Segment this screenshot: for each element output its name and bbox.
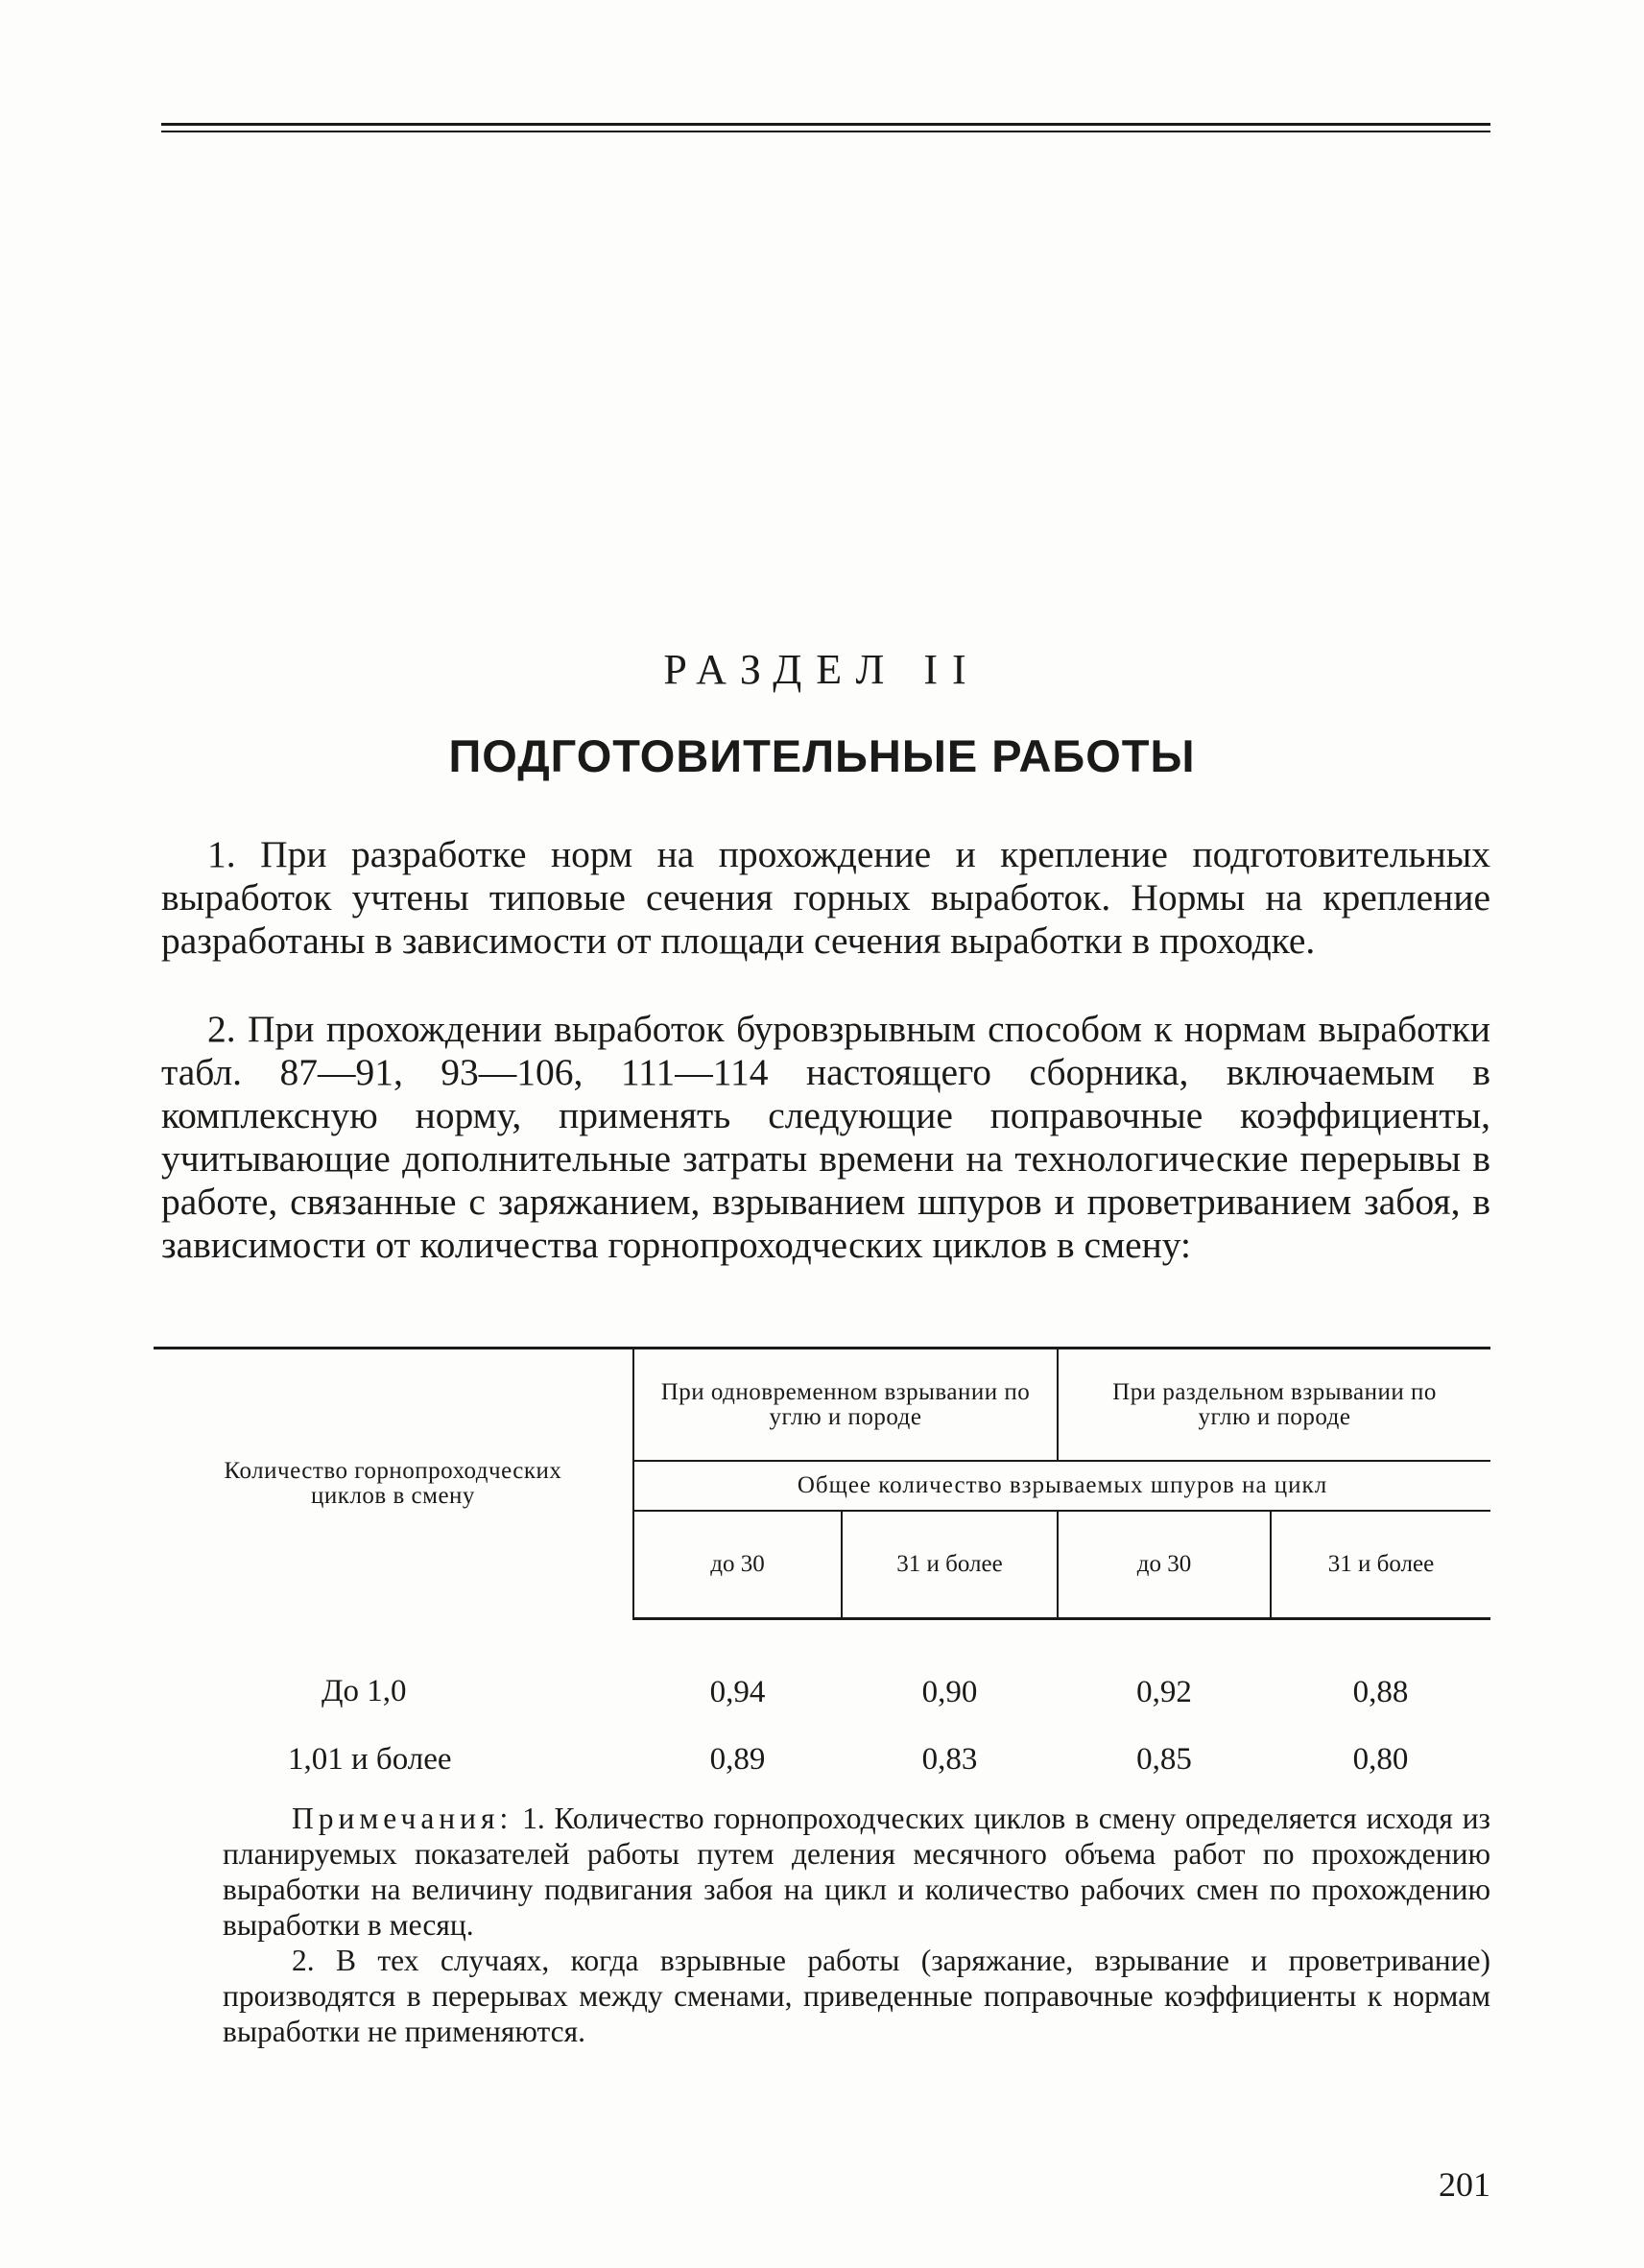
row-header: Количество горнопроходческих циклов в смену [224,1458,562,1510]
table-cell: 0,88 [1352,1674,1409,1709]
paragraph-1 [161,833,1490,963]
group-header-simultaneous [633,1349,1058,1462]
table-cell: 0,90 [921,1674,978,1709]
page-number: 201 [1439,2165,1490,2204]
row-label: 1,01 и более [288,1741,452,1777]
table-cell: 0,85 [1136,1741,1192,1777]
col-header-3: до 30 [1058,1511,1271,1619]
paragraph-2-text: 2. При прохождении выработок буровзрывным способом к нормам выработки табл. 87—91, 93—106, 111—114 настоящего сборника, включаемым в комплексную норму, применять следующие поправочные коэффициенты, учитывающие дополнительные затраты времени на технологические перерывы в работе, связанные с заряжанием, взрыванием шпуров и проветриванием забоя, в зависимости от количества горнопроходческих циклов в смену: [161,1008,1490,1266]
group-header-separate [1058,1349,1490,1462]
subgroup-header: Общее количество взрываемых шпуров на цикл [633,1461,1490,1511]
notes [223,1801,1490,2049]
table-row [154,1726,1490,1793]
section-title: ПОДГОТОВИТЕЛЬНЫЕ РАБОТЫ [448,730,1196,781]
col-header-1: до 30 [633,1511,842,1619]
notes-heading: Примечания: [292,1802,513,1835]
group-right-label: При раздельном взрывании по углю и породе [1112,1378,1437,1430]
col-header-2: 31 и более [842,1511,1058,1619]
table-row [154,1619,1490,1727]
group-left-label: При одновременном взрывании по углю и породе [660,1378,1031,1430]
note-1-text: 1. Количество горнопроходческих циклов в смену определяется исходя из планируемых показателей работы путем деления месячного объема работ по прохождению выработки на величину подвигания забоя на цикл и количество рабочих смен по прохождению выработки в месяц. [223,1802,1490,1942]
top-rule [161,123,1490,126]
table-cell: 0,89 [709,1741,766,1777]
paragraph-1-text: 1. При разработке норм на прохождение и крепление подготовительных выработок учтены типовые сечения горных выработок. Нормы на крепление разработаны в зависимости от площади сечения выработки в проходке. [161,833,1490,962]
paragraph-2 [161,1008,1490,1267]
table-cell: 0,94 [709,1674,766,1709]
top-rule-thin [161,131,1490,132]
coefficients-table [154,1347,1490,1793]
row-header-cell [154,1349,633,1619]
section-label: РАЗДЕЛ II [663,646,981,693]
table-cell: 0,80 [1352,1741,1409,1777]
note-1 [154,1801,1490,1943]
table-cell: 0,92 [1136,1674,1192,1709]
row-label: До 1,0 [322,1673,407,1708]
col-header-4: 31 и более [1271,1511,1490,1619]
note-2: 2. В тех случаях, когда взрывные работы (заряжание, взрывание и проветривание) производятся в перерывах между сменами, приведенные поправочные коэффициенты к нормам выработки не применяются. [223,1944,1490,2048]
table-cell: 0,83 [921,1741,978,1777]
